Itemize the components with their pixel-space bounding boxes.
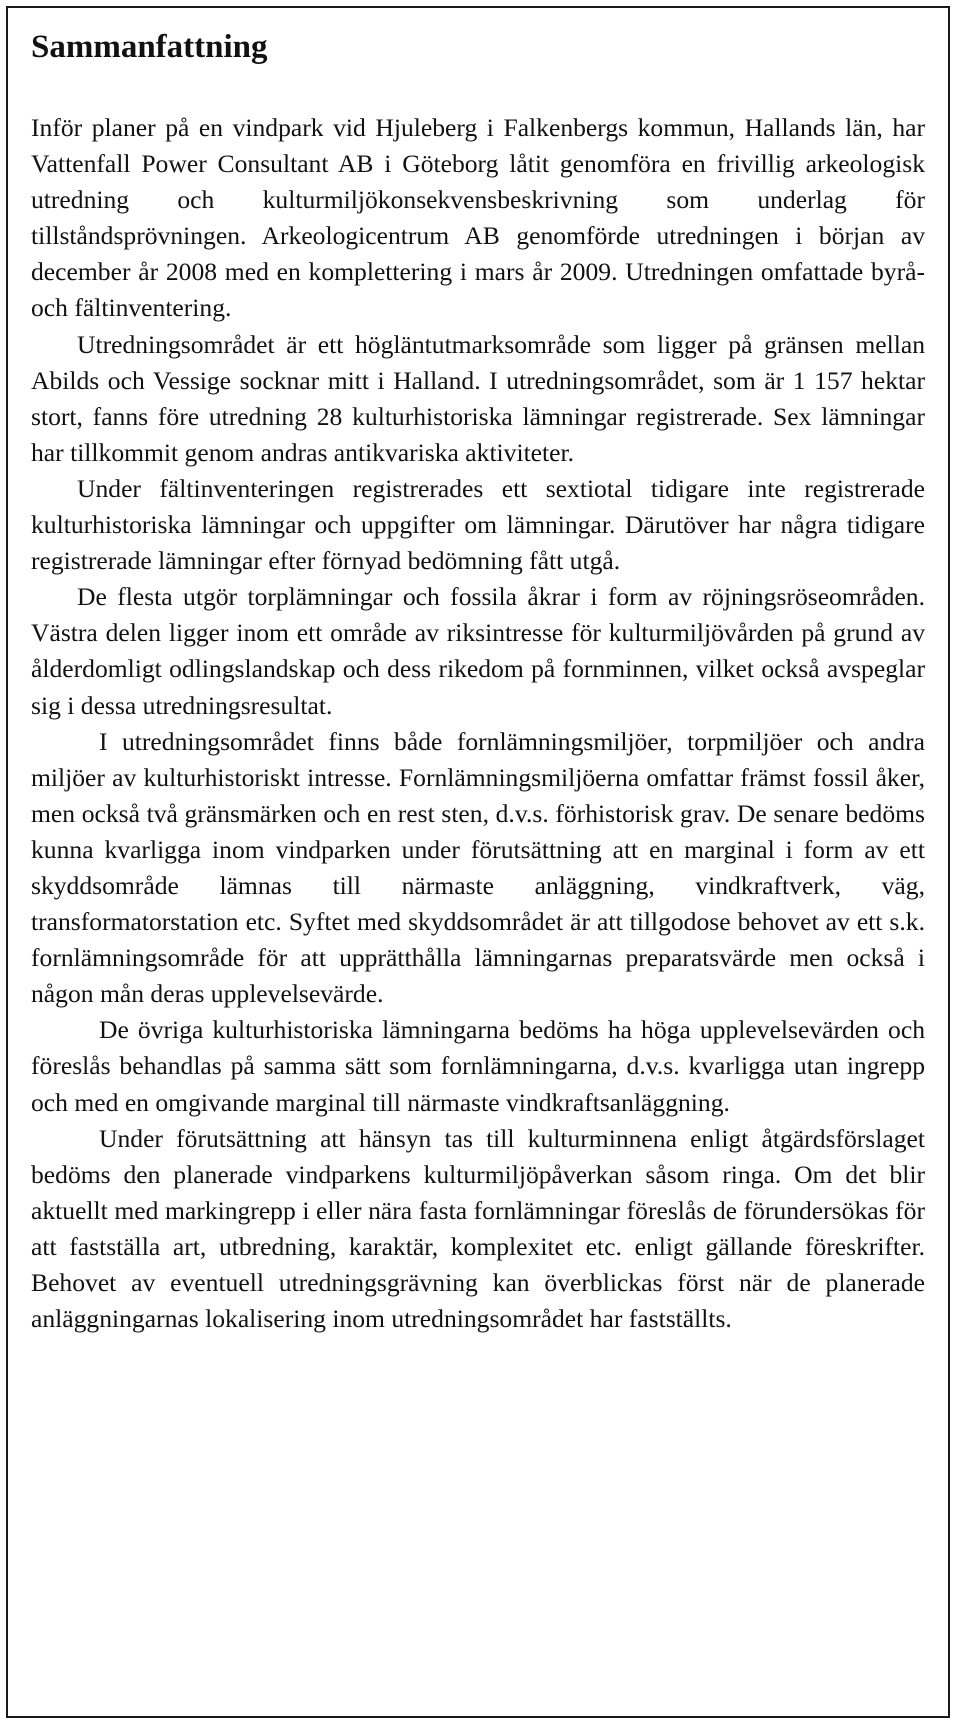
- paragraph-intro: Inför planer på en vindpark vid Hjuleberg i Falkenbergs kommun, Hallands län, har Vattenfall Power Consultant AB i Göteborg låtit genomföra en frivillig arkeologisk utredning och kulturmiljökonsekvensbeskrivning som underlag för tillståndsprövningen. Arkeologicentrum AB genomförde utredningen i början av december år 2008 med en komplettering i mars år 2009. Utredningen omfattade byrå- och fältinventering.: [31, 113, 925, 323]
- document-body: [31, 22, 925, 1337]
- paragraph-conclusion: Under förutsättning att hänsyn tas till kulturminnena enligt åtgärdsförslaget bedöms den planerade vindparkens kulturmiljöpåverkan såsom ringa. Om det blir aktuellt med markingrepp i eller nära fasta fornlämningar föreslås de förundersökas för att fastställa art, utbredning, karaktär, komplexitet etc. enligt gällande föreskrifter. Behovet av eventuell utredningsgrävning kan överblickas först när de planerade anläggningarnas lokalisering inom utredningsområdet har fastställts.: [31, 1123, 925, 1334]
- page-frame: [6, 6, 950, 1718]
- paragraph-environments: I utredningsområdet finns både fornlämningsmiljöer, torpmiljöer och andra miljöer av kulturhistoriskt intresse. Fornlämningsmiljöerna omfattar främst fossil åker, men också två gränsmärken och en rest sten, d.v.s. förhistorisk grav. De senare bedöms kunna kvarligga inom vindparken under förutsättning att en marginal i form av ett skyddsområde lämnas till närmaste anläggning, vindkraftverk, väg, transformatorstation etc. Syftet med skyddsområdet är att tillgodose behovet av ett s.k. fornlämningsområde för att upprätthålla lämningarnas preparatsvärde men också i någon mån deras upplevelsevärde.: [31, 726, 925, 1009]
- paragraph-remains-types: De flesta utgör torplämningar och fossila åkrar i form av röjningsröseområden. Västra delen ligger inom ett område av riksintresse för kulturmiljövården på grund av ålderdomligt odlingslandskap och dess rikedom på fornminnen, vilket också avspeglar sig i dessa utredningsresultat.: [31, 582, 925, 720]
- document-title: Sammanfattning: [31, 29, 268, 65]
- paragraph-study-area: Utredningsområdet är ett högläntutmarksområde som ligger på gränsen mellan Abilds och Vessige socknar mitt i Halland. I utredningsområdet, som är 1 157 hektar stort, fanns före utredning 28 kulturhistoriska lämningar registrerade. Sex lämningar har tillkommit genom andras antikvariska aktiviteter.: [31, 329, 925, 467]
- paragraph-other-remains: De övriga kulturhistoriska lämningarna bedöms ha höga upplevelsevärden och föreslås behandlas på samma sätt som fornlämningarna, d.v.s. kvarligga utan ingrepp och med en omgivande marginal till närmaste vindkraftsanläggning.: [31, 1015, 925, 1117]
- paragraph-field-inventory: Under fältinventeringen registrerades ett sextiotal tidigare inte registrerade kulturhistoriska lämningar och uppgifter om lämningar. Därutöver har några tidigare registrerade lämningar efter förnyad bedömning fått utgå.: [31, 473, 925, 576]
